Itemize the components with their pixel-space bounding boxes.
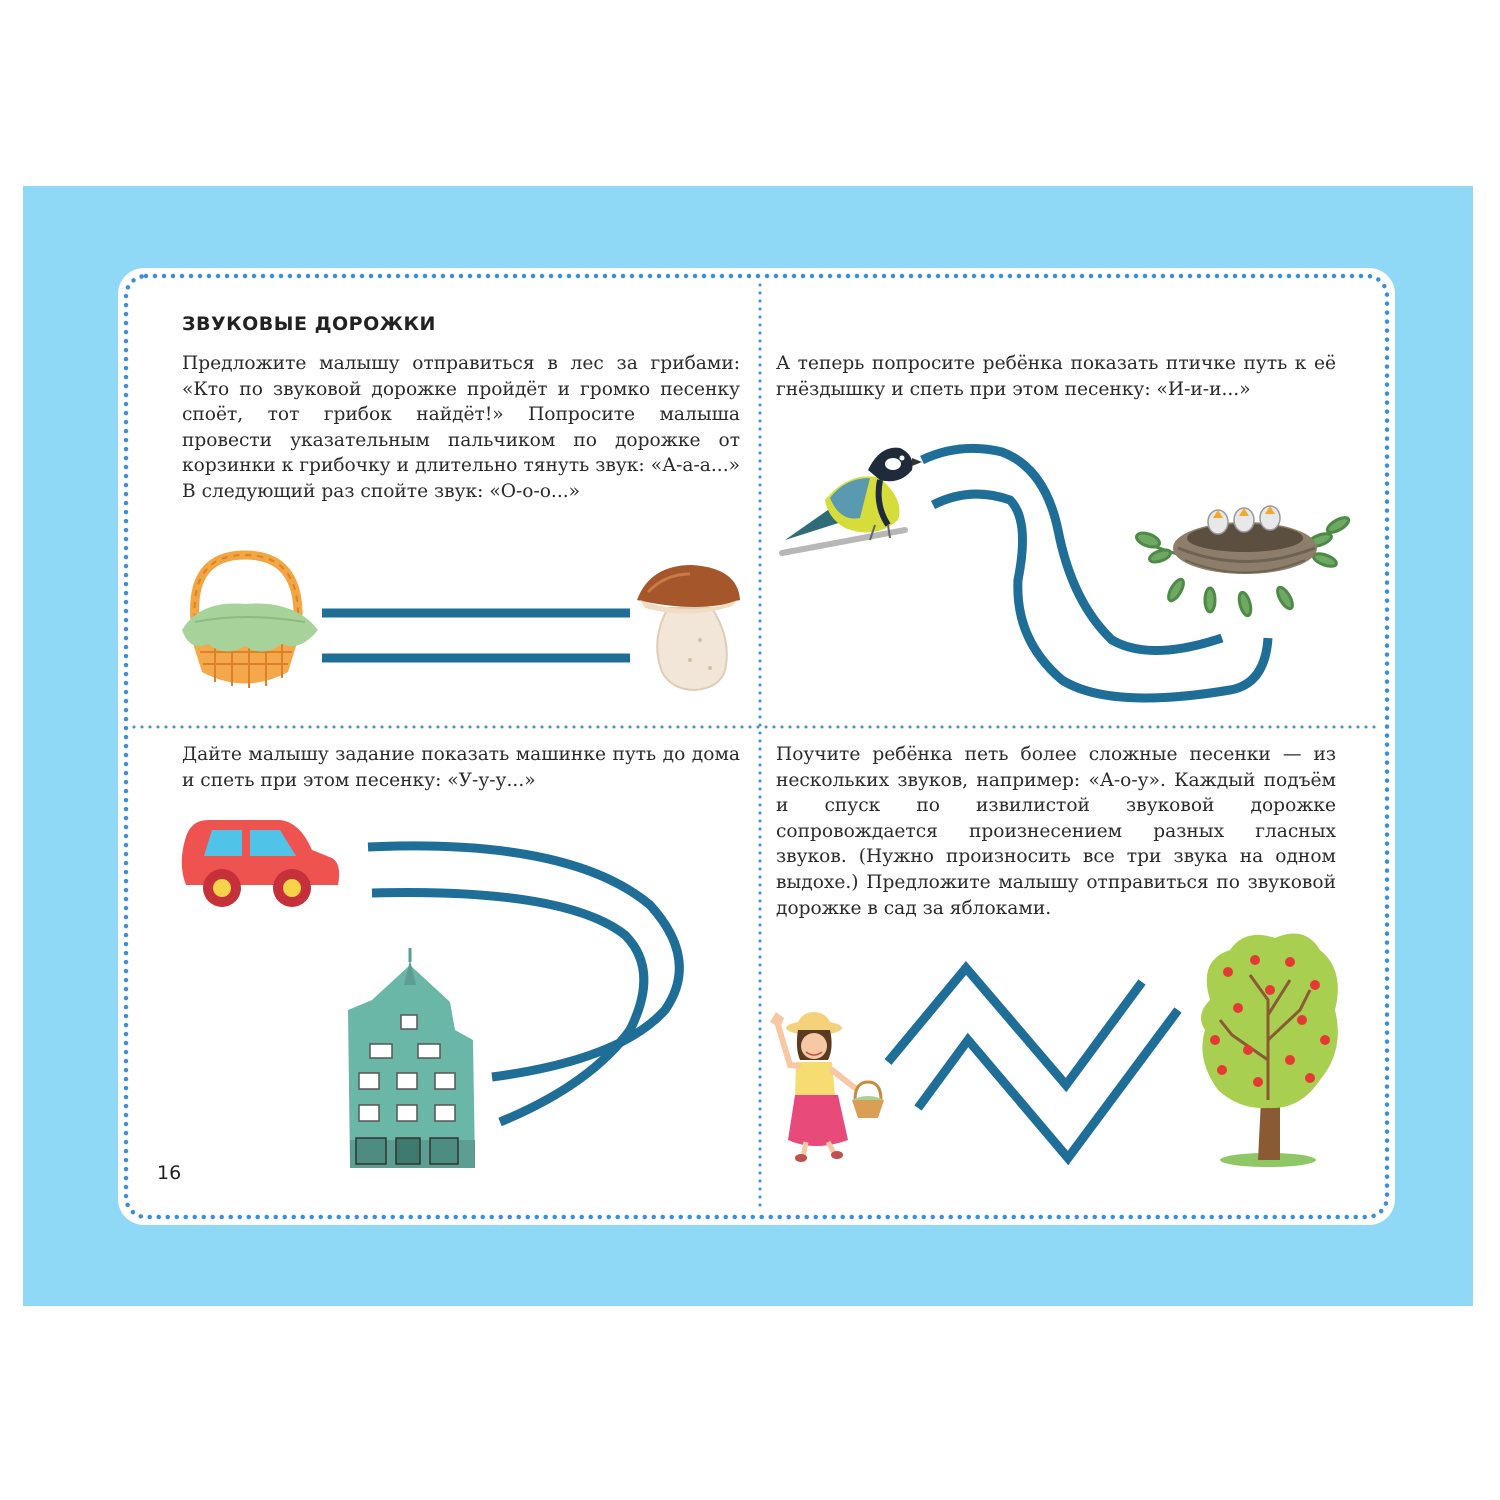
car-illustration: [182, 820, 339, 907]
instruction-text-bird: А теперь попросите ребёнка показать птичке путь к её гнёздышку и спеть при этом песенку: «И-и-и...»: [776, 353, 1336, 400]
instruction-text-car: Дайте малышу задание показать машинке путь до дома и спеть при этом песенку: «У-у-у...»: [182, 744, 740, 791]
section-title: ЗВУКОВЫЕ ДОРОЖКИ: [182, 313, 436, 335]
basket-illustration: [182, 555, 318, 688]
page-number: 16: [157, 1162, 182, 1184]
house-illustration: [348, 948, 475, 1168]
apple-tree-illustration: [1201, 934, 1338, 1167]
girl-illustration: [770, 1012, 884, 1162]
basket-path: [322, 613, 630, 658]
girl-path: [888, 968, 1178, 1158]
mushroom-illustration: [637, 565, 740, 690]
instruction-text-girl: Поучите ребёнка петь более сложные песенки — из нескольких звуков, например: «А-о-у». Каждый подъём и спуск по извилистой звуковой дорожке сопровождается произнесением разных гласных звуков. (Нужно произносить все три звука на одном выдохе.) Предложите малышу отправиться по звуковой дорожке в сад за яблоками.: [776, 744, 1336, 919]
instruction-text-basket: Предложите малышу отправиться в лес за грибами: «Кто по звуковой дорожке пройдёт и громко песенку споёт, тот грибок найдёт!» Попросите малыша провести указательным пальчиком по дорожке от корзинки к грибочку и длительно тянуть звук: «А-а-а...» В следующий раз спойте звук: «О-о-о...»: [182, 353, 740, 502]
bird-path: [922, 448, 1268, 698]
nest-illustration: [1135, 506, 1351, 617]
bird-illustration: [782, 448, 922, 553]
